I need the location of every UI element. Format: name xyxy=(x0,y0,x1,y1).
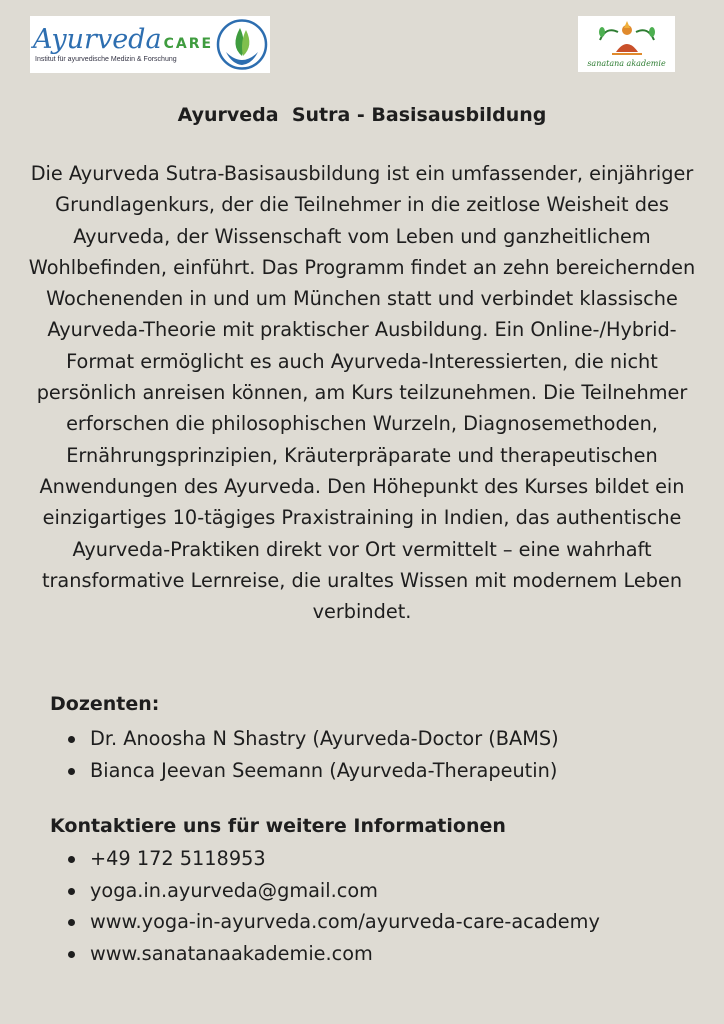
contact-website-link[interactable]: www.sanatanaakademie.com xyxy=(50,938,600,970)
contact-heading: Kontaktiere uns für weitere Informationen xyxy=(50,815,506,837)
contact-phone: +49 172 5118953 xyxy=(50,843,600,875)
contact-website-link[interactable]: www.yoga-in-ayurveda.com/ayurveda-care-academy xyxy=(50,906,600,938)
logo-brand-suffix: CARE xyxy=(163,36,214,52)
lecturers-heading: Dozenten: xyxy=(50,693,160,715)
leaf-hands-emblem-icon xyxy=(216,18,268,71)
ayurveda-care-logo xyxy=(30,16,270,73)
ayurveda-care-wordmark xyxy=(33,26,213,63)
list-item: Dr. Anoosha N Shastry (Ayurveda-Doctor (BAMS) xyxy=(50,723,559,755)
meditation-figure-icon xyxy=(594,18,660,58)
logo-brand-name: Ayurveda xyxy=(33,24,162,55)
list-item: Bianca Jeevan Seemann (Ayurveda-Therapeutin) xyxy=(50,755,559,787)
page-title: Ayurveda Sutra - Basisausbildung xyxy=(177,104,547,126)
sanatana-akademie-wordmark: sanatana akademie xyxy=(587,59,666,68)
contact-list xyxy=(50,843,600,970)
logo-tagline: Institut für ayurvedische Medizin & Forschung xyxy=(35,56,177,63)
contact-email-link[interactable]: yoga.in.ayurveda@gmail.com xyxy=(50,875,600,907)
sanatana-akademie-logo xyxy=(578,16,675,72)
intro-paragraph: Die Ayurveda Sutra-Basisausbildung ist ein umfassender, einjähriger Grundlagenkurs, der die Teilnehmer in die zeitlose Weisheit des Ayurveda, der Wissenschaft vom Leben und ganzheitlichem Wohlbefinden, einführt. Das Programm findet an zehn bereichernden Wochenenden in und um München statt und verbindet klassische Ayurveda-Theorie mit praktischer Ausbildung. Ein Online-/Hybrid-Format ermöglicht es auch Ayurveda-Interessierten, die nicht persönlich anreisen können, am Kurs teilzunehmen. Die Teilnehmer erforschen die philosophischen Wurzeln, Diagnosemethoden, Ernährungsprinzipien, Kräuterpräparate und therapeutischen Anwendungen des Ayurveda. Den Höhepunkt des Kurses bildet ein einzigartiges 10-tägiges Praxistraining in Indien, das authentische Ayurveda-Praktiken direkt vor Ort vermittelt – eine wahrhaft transformative Lernreise, die uraltes Wissen mit modernem Leben verbindet. xyxy=(28,162,696,624)
lecturers-list xyxy=(50,723,559,786)
